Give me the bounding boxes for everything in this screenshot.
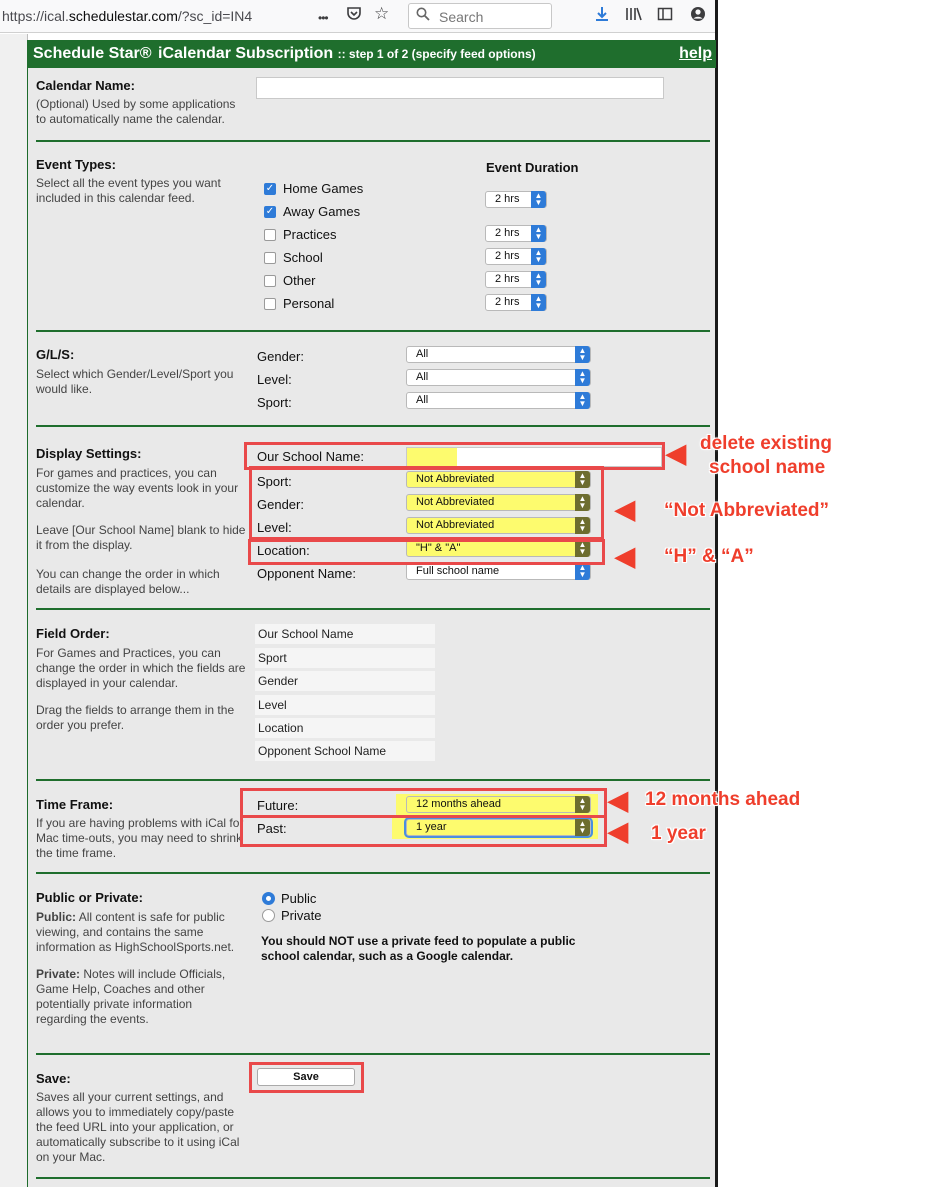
display-sport-label: Sport: [257,474,292,489]
event-duration-header: Event Duration [486,160,579,175]
select-arrows-icon: ▲ ▼ [575,517,590,534]
brand-name: Schedule Star® [33,45,152,62]
display-location-label: Location: [257,543,310,558]
annotation-box-save [249,1062,364,1093]
annotation-not-abbreviated: “Not Abbreviated” [664,500,830,521]
section-divider [36,1177,710,1179]
select-value: 2 hrs [495,273,520,285]
school-label: School [283,250,323,265]
private-radio[interactable] [262,909,275,922]
time-frame-title: Time Frame: [36,797,114,812]
annotation-arrow-icon: ◀ [615,494,635,524]
private-desc-bold: Private: [36,967,81,981]
gls-level-select[interactable] [406,369,591,386]
time-frame-desc: If you are having problems with iCal for Mac time-outs, you may need to shrink the time frame. [36,816,244,860]
save-button[interactable]: Save [257,1068,355,1086]
display-settings-desc-2: Leave [Our School Name] blank to hide it from the display. [36,523,246,552]
title-bar [27,40,716,68]
display-opponent-select[interactable] [406,563,591,580]
away-games-label: Away Games [283,204,361,219]
annotation-12-months: 12 months ahead [645,789,801,810]
gls-sport-select[interactable] [406,392,591,409]
section-divider [36,779,710,781]
field-order-desc-1: For Games and Practices, you can change the order in which the fields are displayed in your calendar. [36,646,246,690]
select-value: 2 hrs [495,250,520,262]
event-types-title: Event Types: [36,157,116,172]
section-divider [36,140,710,142]
select-arrows-icon: ▲ ▼ [575,392,590,409]
field-order-desc-2: Drag the fields to arrange them in the order you prefer. [36,703,235,732]
save-title: Save: [36,1071,71,1086]
past-label: Past: [257,821,287,836]
gls-gender-select[interactable] [406,346,591,363]
page-actions-icon[interactable]: ••• [318,11,328,25]
select-arrows-icon: ▲ ▼ [531,225,546,242]
gls-desc: Select which Gender/Level/Sport you would like. [36,367,234,396]
download-icon[interactable] [594,6,610,28]
annotation-box-not-abbreviated [249,466,604,540]
private-radio-label: Private [281,908,322,923]
library-icon[interactable] [625,6,643,28]
display-gender-label: Gender: [257,497,304,512]
personal-duration-select[interactable] [485,294,547,311]
future-label: Future: [257,798,299,813]
section-divider [36,1053,710,1055]
gls-level-label: Level: [257,372,292,387]
annotation-box-past [240,815,607,847]
annotation-delete-line2: school name [709,457,826,478]
help-link[interactable]: help [679,45,712,62]
calendar-name-title: Calendar Name: [36,78,135,93]
other-duration-select[interactable] [485,271,547,288]
gls-title: G/L/S: [36,347,75,362]
select-value: Not Abbreviated [416,473,495,485]
annotation-arrow-icon: ◀ [615,541,635,571]
public-desc [36,910,246,955]
annotation-arrow-icon: ◀ [608,785,628,815]
browser-toolbar [0,0,718,33]
school-checkbox[interactable] [264,252,276,264]
away-games-checkbox[interactable]: ✓ [265,206,275,217]
bookmark-star-icon[interactable]: ☆ [374,4,390,23]
home-games-label: Home Games [283,181,364,196]
annotation-1-year: 1 year [651,823,706,844]
calendar-name-desc: (Optional) Used by some applications to automatically name the calendar. [36,97,236,126]
select-arrows-icon: ▲ ▼ [575,369,590,386]
annotation-h-and-a: “H” & “A” [664,546,754,567]
field-order-item[interactable]: Gender [255,671,435,691]
section-divider [36,330,710,332]
annotation-delete-line1: delete existing [700,433,832,454]
field-order-title: Field Order: [36,626,110,641]
display-settings-desc-3: You can change the order in which details are displayed below... [36,567,220,596]
select-value: "H" & "A" [416,542,461,554]
display-level-label: Level: [257,520,292,535]
window-edge [715,0,718,1187]
annotation-box-future [240,788,607,818]
other-label: Other [283,273,316,288]
field-order-item[interactable]: Level [255,695,435,715]
search-placeholder: Search [439,9,484,25]
private-feed-warning: You should NOT use a private feed to populate a public school calendar, such as a Google calendar. [261,934,576,963]
gls-gender-label: Gender: [257,349,304,364]
event-types-desc: Select all the event types you want included in this calendar feed. [36,176,221,205]
select-arrows-icon: ▲ ▼ [575,471,590,488]
private-desc-text: Notes will include Officials, Game Help, Coaches and other potentially private information regarding the events. [36,967,226,1026]
section-divider [36,608,710,610]
practices-checkbox[interactable] [264,229,276,241]
school-duration-select[interactable] [485,248,547,265]
annotation-arrow-icon: ◀ [608,816,628,846]
select-arrows-icon: ▲ ▼ [575,819,590,836]
field-order-item[interactable]: Opponent School Name [255,741,435,761]
public-radio[interactable] [262,892,275,905]
field-order-item[interactable]: Sport [255,648,435,668]
pocket-icon[interactable] [346,6,362,28]
page-title [158,45,536,63]
url-bar[interactable] [2,8,252,24]
select-arrows-icon: ▲ ▼ [575,563,590,580]
gls-sport-label: Sport: [257,395,292,410]
search-icon [416,7,430,24]
select-value: All [416,348,429,360]
display-settings-title: Display Settings: [36,446,142,461]
select-arrows-icon: ▲ ▼ [531,248,546,265]
public-desc-text: All content is safe for public viewing, and contains the same information as HighSchoolSports.net. [36,910,235,954]
page-gutter [0,34,28,1187]
select-arrows-icon: ▲ ▼ [531,191,546,208]
other-checkbox[interactable] [264,275,276,287]
public-desc-bold: Public: [36,910,77,924]
school-name-label: Our School Name: [257,449,364,464]
practices-label: Practices [283,227,337,242]
select-value: 1 year [416,821,447,833]
annotation-arrow-icon: ◀ [666,438,686,468]
select-arrows-icon: ▲ ▼ [575,540,590,557]
step-indicator: :: step 1 of 2 (specify feed options) [337,47,536,61]
select-value: Not Abbreviated [416,496,495,508]
private-desc [36,967,246,1027]
select-value: 2 hrs [495,227,520,239]
section-divider [36,872,710,874]
account-icon[interactable] [690,6,706,28]
url-prefix: https://ical. [2,8,69,24]
url-rest: /?sc_id=IN4 [177,8,253,24]
select-arrows-icon: ▲ ▼ [531,294,546,311]
select-value: 2 hrs [495,193,520,205]
select-arrows-icon: ▲ ▼ [531,271,546,288]
personal-label: Personal [283,296,335,311]
practices-duration-select[interactable] [485,225,547,242]
home-games-checkbox[interactable]: ✓ [265,183,275,194]
save-desc: Saves all your current settings, and allows you to immediately copy/paste the feed URL into your application, or automatically subscribe to it using iCal on your Mac. [36,1090,240,1164]
display-settings-desc-1: For games and practices, you can customize the way events look in your calendar. [36,466,239,510]
page-title-text: iCalendar Subscription [158,45,334,62]
home-games-duration-select[interactable] [485,191,547,208]
public-radio-label: Public [281,891,317,906]
display-opponent-label: Opponent Name: [257,566,357,581]
calendar-name-input[interactable] [256,77,664,99]
search-input[interactable] [408,3,552,29]
select-value: All [416,394,429,406]
annotation-box-location [248,539,605,565]
select-value: 12 months ahead [416,798,502,810]
url-domain: schedulestar.com [68,8,178,24]
select-value: Full school name [416,565,500,577]
select-value: Not Abbreviated [416,519,495,531]
field-order-item[interactable]: Our School Name [255,624,435,644]
field-order-item[interactable]: Location [255,718,435,738]
personal-checkbox[interactable] [264,298,276,310]
select-value: 2 hrs [495,296,520,308]
privacy-title: Public or Private: [36,890,143,905]
sidebar-icon[interactable] [657,6,673,28]
select-arrows-icon: ▲ ▼ [575,346,590,363]
select-value: All [416,371,429,383]
select-arrows-icon: ▲ ▼ [575,494,590,511]
select-arrows-icon: ▲ ▼ [575,796,590,813]
section-divider [36,425,710,427]
